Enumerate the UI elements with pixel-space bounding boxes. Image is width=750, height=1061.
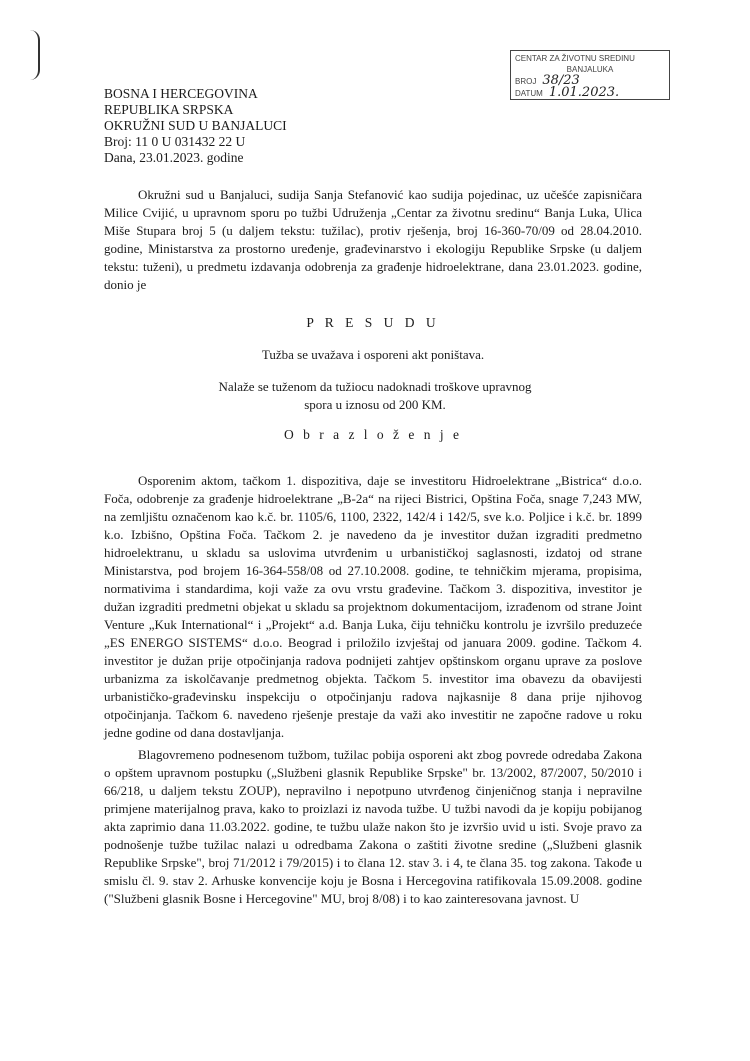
header-case-number: Broj: 11 0 U 031432 22 U — [104, 134, 246, 149]
header-court: OKRUŽNI SUD U BANJALUCI — [104, 118, 287, 133]
stamp-date-row — [515, 87, 665, 99]
stamp-org-line — [515, 53, 665, 64]
header-entity: REPUBLIKA SRPSKA — [104, 102, 234, 117]
stamp-datum-label: DATUM — [515, 89, 543, 98]
header-country: BOSNA I HERCEGOVINA — [104, 86, 258, 101]
reasoning-paragraph-1: Osporenim aktom, tačkom 1. dispozitiva, daje se investitoru Hidroelektrane „Bistrica“ d.o.o. Foča, odobrenje za građenje hidroelektrane „B-2a“ na rijeci Bistrici, Opština Foča, snage 7,243 MW, na zemljištu označenom kao k.č. br. 1105/6, 1100, 2322, 142/4 i 142/5, sve k.o. Poljice i k.č. br. 1899 k.o. Izbišno, Opština Foča. Tačkom 2. je navedeno da je investitor dužan izgraditi predmetno hidroelektranu, u skladu sa uslovima utvrđenim u urbanističkoj saglasnosti, izdatoj od strane Ministarstva, pod brojem 16-364-558/08 od 27.10.2008. godine, te tehničkim mjerama, propisima, normativima i standardima, koji važe za ovu vrstu građevine. Tačkom 3. dispozitiva, investitor je dužan izgraditi predmetni objekat u skladu sa projektnom dokumentacijom, izrađenom od strane Joint Venture „Kuk International“ i „Projekt“ a.d. Banja Luka, čiju tehničku kontrolu je izvršilo preduzeće „ES ENERGO SISTEMS“ d.o.o. Beograd i priložilo izvještaj od januara 2009. godine. Tačkom 4. investitor je dužan prije otpočinjanja radova podnijeti zahtjev opštinskom organu uprave za poslove urbanizma za iskolčavanje predmetnog objekta. Tačkom 5. investitor ima obavezu da obavijesti urbanističko-građevinsku inspekciju o otpočinjanju radova najkasnije 8 dana prije njihovog otpočinjanja. Tačkom 6. navedeno rješenje prestaje da važi ako investitir ne započne radove u roku jedne godine od dana dostavljanja. — [104, 473, 642, 740]
court-header — [104, 86, 287, 166]
verdict-line-1: Tužba se uvažava i osporeni akt poništava. — [261, 347, 485, 362]
receipt-stamp — [510, 50, 670, 100]
verdict-title: P R E S U D U — [306, 315, 440, 330]
stamp-broj-value: 38/23 — [542, 73, 580, 88]
reasoning-paragraph-2: Blagovremeno podnesenom tužbom, tužilac pobija osporeni akt zbog povrede odredaba Zakona o opštem upravnom postupku („Službeni glasnik Republike Srpske" br. 13/2002, 87/2007, 50/2010 i 66/218, u daljem tekstu ZOUP), nepravilno i nepotpuno utvrđenog činjeničnog stanja i nepravilne primjene materijalnog prava, kako to proizlazi iz navoda tužbe. U tužbi navodi da je kopiju pobijanog akta zaprimio dana 11.03.2022. godine, te tužbu ulaže nakon što je izvršio uvid u isti. Svoje pravo za podnošenje tužbe tužilac nalazi u odredbama Zakona o zaštiti životne sredine („Službeni glasnik Republike Srpske", broj 71/2012 i 79/2015) i to člana 12. stav 3. i 4, te člana 35. tog zakona. Takođe u smislu čl. 9. stav 2. Arhuske konvencije koju je Bosna i Hercegovina ratifikovala 15.09.2008. godine ("Službeni glasnik Bosne i Hercegovine" MU, broj 8/08) i to kao zainteresovana javnost. U — [104, 747, 642, 906]
stamp-broj-label: BROJ — [515, 77, 537, 86]
header-date: Dana, 23.01.2023. godine — [104, 150, 244, 165]
margin-bracket-mark — [30, 30, 40, 80]
stamp-city: BANJALUKA — [566, 65, 614, 74]
stamp-city-line — [515, 64, 665, 75]
stamp-org-name: CENTAR ZA ŽIVOTNU SREDINU — [515, 54, 635, 63]
stamp-datum-value: 1.01.2023. — [548, 85, 620, 100]
reasoning-title: O b r a z l o ž e n j e — [283, 427, 463, 442]
verdict-line-2: Nalaže se tuženom da tužiocu nadoknadi troškove upravnog spora u iznosu od 200 KM. — [218, 379, 532, 412]
intro-paragraph: Okružni sud u Banjaluci, sudija Sanja Stefanović kao sudija pojedinac, uz učešće zapisničara Milice Cvijić, u upravnom sporu po tužbi Udruženja „Centar za životnu sredinu“ Banja Luka, Ulica Miše Stupara broj 5 (u daljem tekstu: tužilac), protiv rješenja, broj 16-360-70/09 od 28.04.2010. godine, Ministarstva za prostorno uređenje, građevinarstvo i ekologiju Republike Srpske (u daljem tekstu: tuženi), u predmetu izdavanja odobrenja za građenje hidroelektrane, dana 23.01.2023. godine, donio je — [104, 187, 642, 292]
